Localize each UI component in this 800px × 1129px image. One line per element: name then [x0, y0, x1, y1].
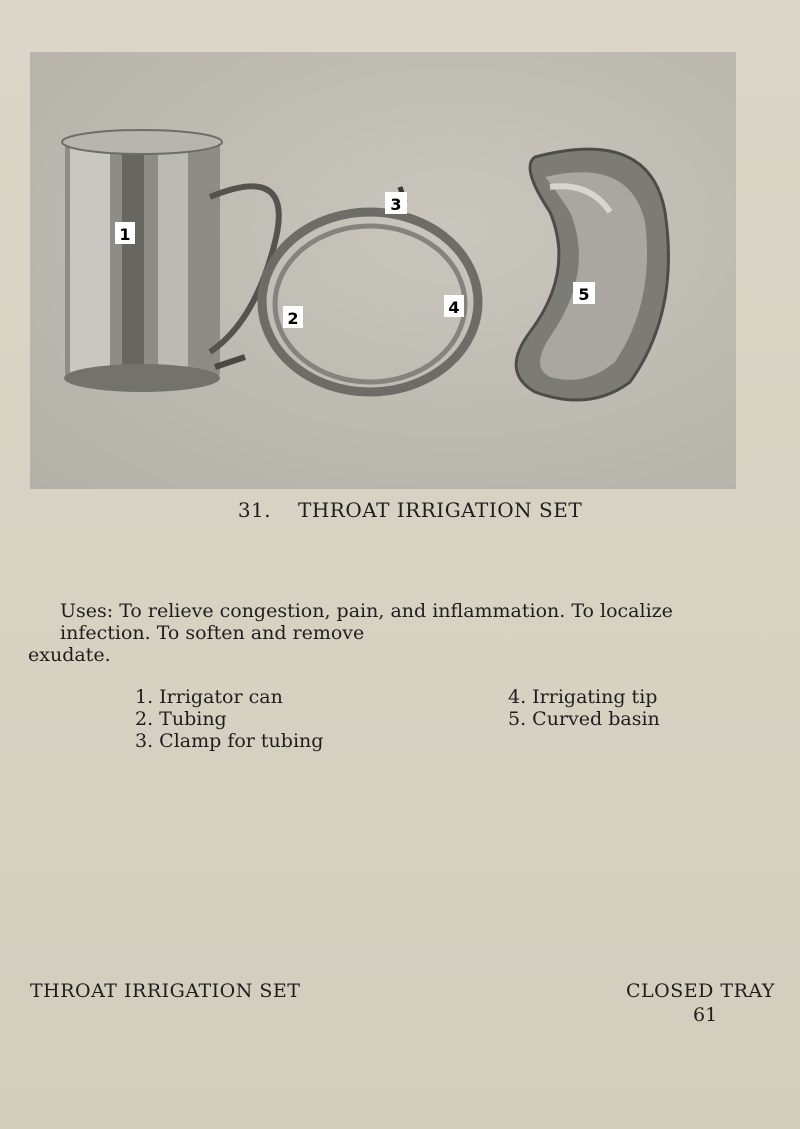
figure-label-2: 2 — [287, 309, 299, 328]
list-item: 5. Curved basin — [508, 708, 660, 730]
figure-label-1: 1 — [119, 225, 131, 244]
curved-basin-image — [516, 149, 668, 400]
caption-number: 31. — [237, 498, 272, 522]
items-list-right — [508, 686, 660, 730]
uses-paragraph — [28, 600, 748, 666]
list-item: 1. Irrigator can — [135, 686, 283, 708]
list-item: 4. Irrigating tip — [508, 686, 658, 708]
figure-caption — [0, 498, 800, 522]
list-item: 3. Clamp for tubing — [135, 730, 324, 752]
uses-line-2: exudate. — [28, 644, 111, 666]
figure-label-3: 3 — [390, 195, 402, 214]
figure-label-5: 5 — [578, 285, 590, 304]
figure-label-4: 4 — [448, 298, 460, 317]
items-list-left — [135, 686, 323, 752]
footer-tray-type: CLOSED TRAY — [626, 980, 775, 1002]
caption-title: THROAT IRRIGATION SET — [298, 498, 583, 522]
uses-line-1: Uses: To relieve congestion, pain, and inflammation. To localize infection. To soften and remove — [60, 600, 673, 644]
tubing-image — [262, 187, 478, 392]
list-item: 2. Tubing — [135, 708, 227, 730]
equipment-illustration — [30, 52, 736, 489]
irrigator-can-image — [62, 130, 279, 392]
page-number: 61 — [693, 1004, 718, 1026]
footer-set-title: THROAT IRRIGATION SET — [30, 980, 301, 1002]
equipment-photograph — [30, 52, 736, 489]
